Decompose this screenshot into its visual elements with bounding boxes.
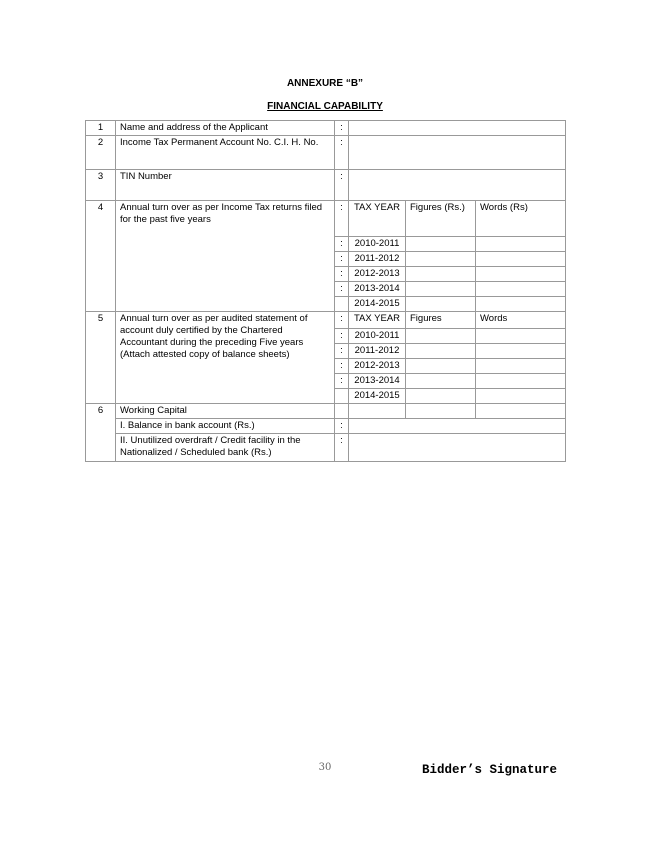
table-row [86,404,566,419]
tax-year-header: TAX YEAR [349,201,406,237]
page-number: 30 [318,762,332,773]
colon: : [335,170,349,201]
colon: : [335,329,349,344]
financial-capability-table [85,120,566,462]
words-cell [476,389,566,404]
table-row [86,434,566,462]
row-number: 4 [86,201,116,312]
words-cell [476,252,566,267]
row-label: Income Tax Permanent Account No. C.I. H. No. [116,136,335,170]
figures-header: Figures [406,312,476,329]
tax-year-header: TAX YEAR [349,312,406,329]
row-number: 1 [86,121,116,136]
figures-cell [406,344,476,359]
row-label: Annual turn over as per Income Tax returns filed for the past five years [116,201,335,312]
words-cell [476,297,566,312]
words-header: Words (Rs) [476,201,566,237]
colon: : [335,201,349,237]
table-row [86,121,566,136]
colon: : [335,359,349,374]
value-cell [349,170,566,201]
row-number: 5 [86,312,116,404]
value-cell [349,404,406,419]
words-header: Words [476,312,566,329]
figures-cell [406,282,476,297]
tax-year-cell: 2011-2012 [349,252,406,267]
words-cell [476,267,566,282]
row-number: 6 [86,404,116,462]
words-cell [476,359,566,374]
colon: : [335,267,349,282]
figures-cell [406,237,476,252]
colon: : [335,252,349,267]
tax-year-cell: 2012-2013 [349,267,406,282]
value-cell [349,419,566,434]
table-row [86,312,566,329]
colon: : [335,434,349,462]
annexure-heading: ANNEXURE “B” [286,78,364,89]
figures-cell [406,267,476,282]
colon: : [335,419,349,434]
figures-cell [406,374,476,389]
colon: : [335,312,349,329]
row-number: 2 [86,136,116,170]
colon: : [335,237,349,252]
table-row [86,170,566,201]
figures-cell [406,359,476,374]
colon [335,297,349,312]
row-label: TIN Number [116,170,335,201]
tax-year-cell: 2014-2015 [349,297,406,312]
colon [335,404,349,419]
tax-year-cell: 2012-2013 [349,359,406,374]
value-cell [476,404,566,419]
tax-year-cell: 2010-2011 [349,329,406,344]
words-cell [476,344,566,359]
row-label: Working Capital [116,404,335,419]
financial-capability-title: FINANCIAL CAPABILITY [267,101,383,112]
colon: : [335,121,349,136]
colon: : [335,374,349,389]
row-label: Name and address of the Applicant [116,121,335,136]
colon: : [335,344,349,359]
bidder-signature-label: Bidder’s Signature [422,763,558,777]
figures-cell [406,389,476,404]
value-cell [349,434,566,462]
row-number: 3 [86,170,116,201]
table-row [86,419,566,434]
figures-cell [406,252,476,267]
colon: : [335,136,349,170]
value-cell [349,136,566,170]
figures-cell [406,297,476,312]
figures-header: Figures (Rs.) [406,201,476,237]
row-sublabel: II. Unutilized overdraft / Credit facility in the Nationalized / Scheduled bank (Rs.) [116,434,335,462]
words-cell [476,282,566,297]
value-cell [406,404,476,419]
tax-year-cell: 2014-2015 [349,389,406,404]
tax-year-cell: 2013-2014 [349,374,406,389]
row-label: Annual turn over as per audited statement of account duly certified by the Chartered Accountant during the preceding Five years (Attach attested copy of balance sheets) [116,312,335,404]
words-cell [476,237,566,252]
table-row [86,201,566,237]
figures-cell [406,329,476,344]
value-cell [349,121,566,136]
words-cell [476,374,566,389]
table-row [86,136,566,170]
tax-year-cell: 2013-2014 [349,282,406,297]
colon [335,389,349,404]
row-sublabel: I. Balance in bank account (Rs.) [116,419,335,434]
colon: : [335,282,349,297]
tax-year-cell: 2010-2011 [349,237,406,252]
words-cell [476,329,566,344]
tax-year-cell: 2011-2012 [349,344,406,359]
